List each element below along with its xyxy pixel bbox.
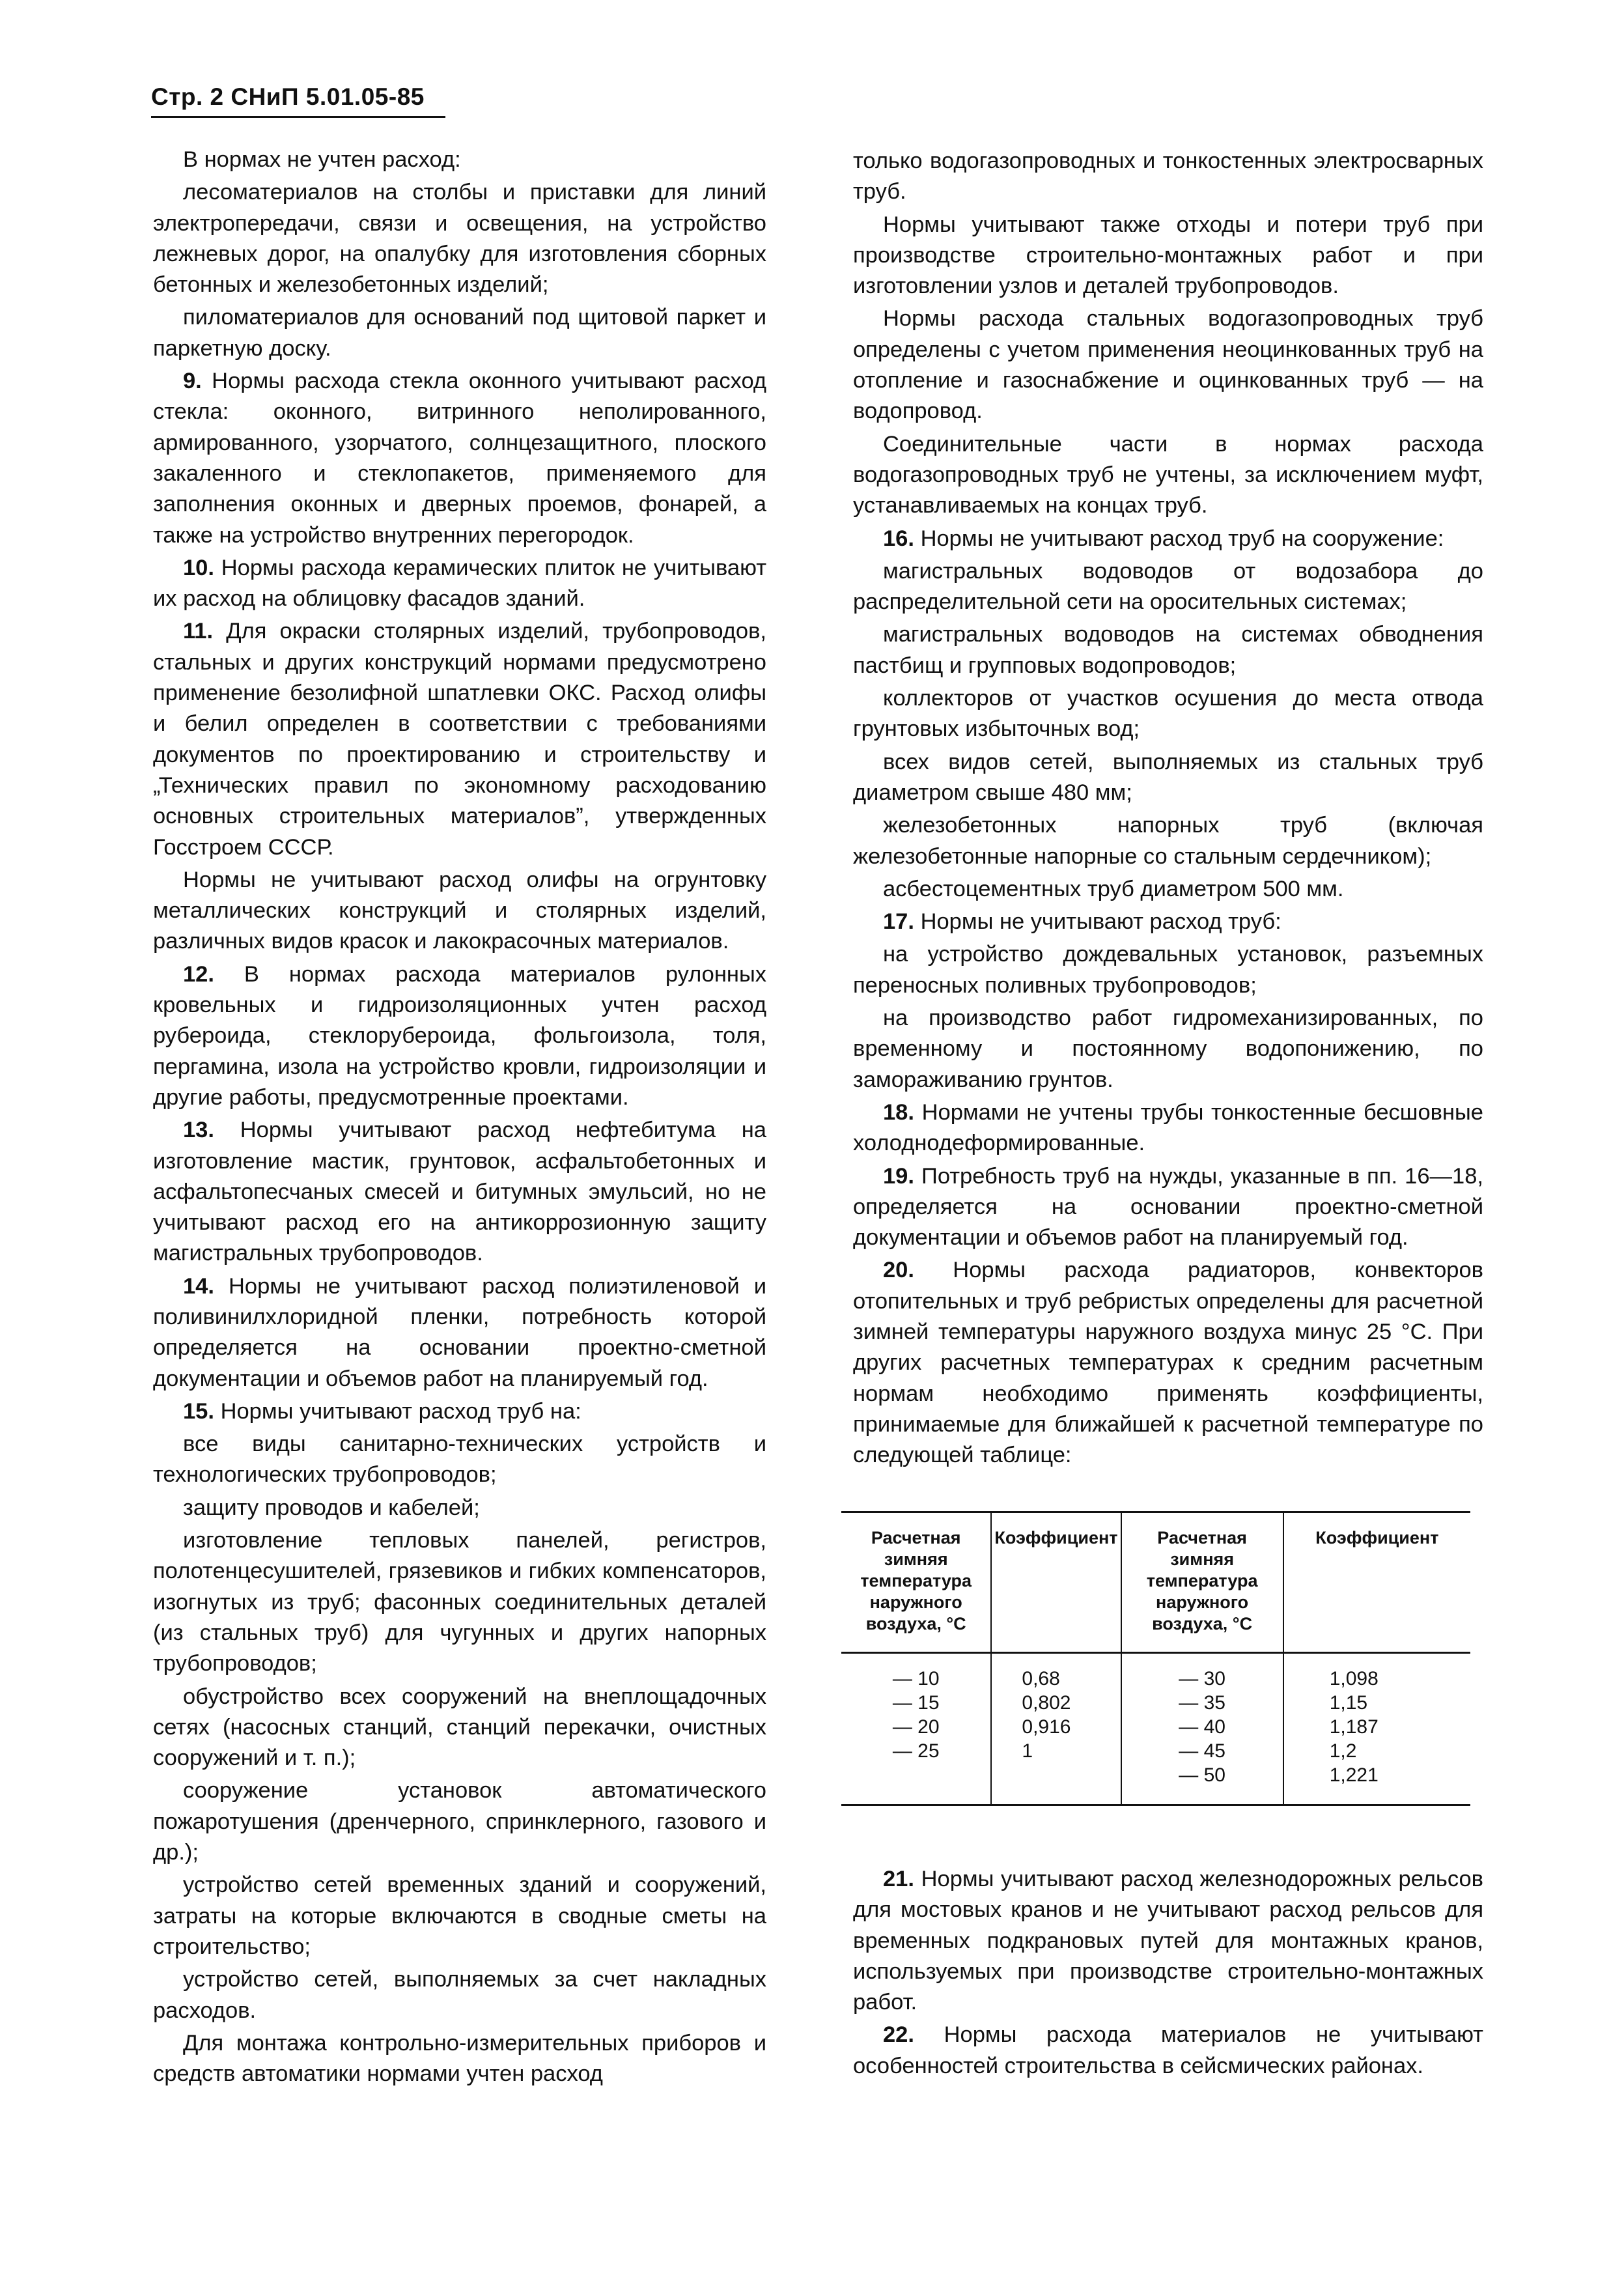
paragraph-text: на производство работ гидромеханизированных, по временному и постоянному водопонижению, по замораживанию грунтов. <box>853 1006 1483 1092</box>
paragraph-text: защиту проводов и кабелей; <box>183 1495 480 1520</box>
paragraph-text: устройство сетей временных зданий и сооружений, затраты на которые включаются в сводные сметы на строительство; <box>153 1873 766 1959</box>
paragraph <box>853 1255 1483 1471</box>
paragraph-text: сооружение установок автоматического пожаротушения (дренчерного, спринклерного, газового и др.); <box>153 1778 766 1865</box>
paragraph <box>853 1003 1483 1096</box>
paragraph-number: 10. <box>183 555 214 580</box>
table-cell-coef-1 <box>991 1653 1121 1805</box>
paragraph <box>153 1870 766 1962</box>
paragraph-text: Нормы расхода материалов не учитывают особенностей строительства в сейсмических районах. <box>853 2022 1483 2078</box>
paragraph <box>153 616 766 862</box>
paragraph-text: Для окраски столярных изделий, трубопроводов, стальных и других конструкций нормами предусмотрено применение безолифной шпатлевки ОКС. Расход олифы и белил определен в соответствии с требованиями документов по проектированию и строительству и „Технических правил по экономному расходованию основных строительных материалов”, утвержденных Госстроем СССР. <box>153 619 766 860</box>
paragraph-number: 14. <box>183 1273 214 1299</box>
paragraph-text: лесоматериалов на столбы и приставки для линий электропередачи, связи и освещения, на устройство лежневых дорог, на опалубку для изготовления сборных бетонных и железобетонных изделий; <box>153 180 766 298</box>
paragraph <box>853 939 1483 1001</box>
table-cell-value: — 25 <box>892 1740 940 1762</box>
table-cell-value: — 10 <box>892 1668 940 1689</box>
table-cell-value: — 35 <box>1179 1692 1225 1714</box>
paragraph <box>153 2028 766 2090</box>
paragraph <box>853 619 1483 681</box>
paragraph-text: всех видов сетей, выполняемых из стальных труб диаметром свыше 480 мм; <box>853 749 1483 805</box>
paragraph-text: Нормы расхода радиаторов, конвекторов отопительных и труб ребристых определены для расчетной зимней температуры наружного воздуха минус 25 °С. При других расчетных температурах к средним расчетным нормам необходимо применять коэффициенты, принимаемые для ближайшей к расчетной температуре по следующей таблице: <box>853 1258 1483 1468</box>
right-column-after-table <box>853 1864 1483 2084</box>
table-cell-temp-1 <box>841 1653 991 1805</box>
paragraph-text: Нормы не учитывают расход олифы на огрунтовку металлических конструкций и столярных изделий, различных видов красок и лакокрасочных материалов. <box>153 867 766 954</box>
paragraph <box>153 1964 766 2026</box>
paragraph-text: Нормы учитывают расход труб на: <box>220 1398 581 1424</box>
paragraph-text: магистральных водоводов от водозабора до распределительной сети на оросительных системах; <box>853 558 1483 615</box>
table-cell-value: — 40 <box>1179 1716 1225 1738</box>
paragraph-text: Соединительные части в нормах расхода водогазопроводных труб не учтены, за исключением муфт, устанавливаемых на концах труб. <box>853 431 1483 518</box>
paragraph-number: 9. <box>183 369 202 394</box>
paragraph <box>153 959 766 1113</box>
table-cell-value: 1,098 <box>1329 1668 1379 1689</box>
paragraph-text: В нормах не учтен расход: <box>183 147 461 172</box>
paragraph-text: Нормы расхода стекла оконного учитывают расход стекла: оконного, витринного неполированного, армированного, узорчатого, солнцезащитного, плоского закаленного и стеклопакетов, применяемого для заполнения оконных и дверных проемов, фонарей, а также на устройство внутренних перегородок. <box>153 369 766 548</box>
paragraph-text: все виды санитарно-технических устройств и технологических трубопроводов; <box>153 1432 766 1488</box>
table-cell-value: 0,802 <box>1022 1692 1071 1714</box>
coefficient-table <box>841 1511 1470 1806</box>
paragraph-number: 18. <box>883 1099 914 1125</box>
paragraph-text: Нормы учитывают расход нефтебитума на изготовление мастик, грунтовок, асфальтобетонных и асфальтопесчаных смесей и битумных эмульсий, но не учитывают расход его на антикоррозионную защиту магистральных трубопроводов. <box>153 1118 766 1266</box>
paragraph <box>153 865 766 957</box>
paragraph-text: Нормы не учитывают расход труб: <box>920 909 1281 935</box>
paragraph <box>853 1097 1483 1159</box>
header-underline <box>151 116 445 118</box>
paragraph-number: 20. <box>883 1258 914 1283</box>
paragraph-number: 22. <box>883 2022 914 2048</box>
paragraph <box>853 524 1483 554</box>
table-header-temp-2: Расчетная зимняя температура наружного воздуха, °С <box>1121 1512 1283 1653</box>
table-cell-value: — 50 <box>1179 1764 1225 1786</box>
paragraph <box>153 145 766 175</box>
paragraph-number: 16. <box>883 526 914 551</box>
table-row <box>841 1653 1470 1805</box>
paragraph <box>853 556 1483 618</box>
paragraph <box>153 177 766 300</box>
table-cell-value: 1,15 <box>1329 1692 1368 1714</box>
paragraph-number: 11. <box>183 619 214 644</box>
paragraph-text: Нормы расхода керамических плиток не учитывают их расход на облицовку фасадов зданий. <box>153 555 766 612</box>
paragraph-text: только водогазопроводных и тонкостенных электросварных труб. <box>853 148 1483 205</box>
page-header: Стр. 2 СНиП 5.01.05-85 <box>151 83 425 110</box>
paragraph <box>853 146 1483 208</box>
paragraph <box>853 683 1483 745</box>
table-cell-value: 1,221 <box>1329 1764 1379 1786</box>
table-header-temp-1: Расчетная зимняя температура наружного воздуха, °С <box>841 1512 991 1653</box>
paragraph <box>153 1396 766 1427</box>
paragraph <box>153 1271 766 1394</box>
table-cell-value: 1 <box>1022 1740 1033 1762</box>
paragraph <box>853 907 1483 937</box>
paragraph-number: 15. <box>183 1398 214 1424</box>
paragraph-text: пиломатериалов для оснований под щитовой паркет и паркетную доску. <box>153 305 766 361</box>
paragraph <box>153 553 766 615</box>
paragraph-text: Для монтажа контрольно-измерительных приборов и средств автоматики нормами учтен расход <box>153 2030 766 2087</box>
paragraph <box>853 1864 1483 2018</box>
table-header-coef-2: Коэффициент <box>1283 1512 1470 1653</box>
table-cell-value: 1,2 <box>1329 1740 1357 1762</box>
paragraph-number: 13. <box>183 1118 214 1143</box>
paragraph-text: Нормами не учтены трубы тонкостенные бесшовные холоднодеформированные. <box>853 1099 1483 1156</box>
paragraph <box>153 1115 766 1269</box>
paragraph-text: Нормы учитывают также отходы и потери труб при производстве строительно-монтажных работ и при изготовлении узлов и деталей трубопроводов. <box>853 212 1483 299</box>
coefficient-table-wrap <box>841 1511 1470 1806</box>
paragraph <box>853 429 1483 522</box>
table-header-row <box>841 1512 1470 1653</box>
paragraph-text: устройство сетей, выполняемых за счет накладных расходов. <box>153 1967 766 2023</box>
table-cell-value: — 30 <box>1179 1668 1225 1689</box>
paragraph-text: железобетонных напорных труб (включая железобетонные напорные со стальным сердечником); <box>853 813 1483 869</box>
table-cell-value: — 45 <box>1179 1740 1225 1762</box>
paragraph <box>153 1429 766 1491</box>
paragraph-text: на устройство дождевальных установок, разъемных переносных поливных трубопроводов; <box>853 942 1483 998</box>
paragraph <box>853 2020 1483 2082</box>
table-cell-value: — 15 <box>892 1692 940 1714</box>
table-cell-value: — 20 <box>892 1716 940 1738</box>
paragraph-number: 17. <box>883 909 914 935</box>
table-cell-value: 0,68 <box>1022 1668 1060 1689</box>
paragraph-text: обустройство всех сооружений на внеплощадочных сетях (насосных станций, станций перекачки, очистных сооружений и т. п.); <box>153 1684 766 1771</box>
left-column <box>153 145 766 2091</box>
paragraph-text: Нормы учитывают расход железнодорожных рельсов для мостовых кранов и не учитывают расход рельсов для временных подкрановых путей для монтажных кранов, используемых при производстве строительно-монтажных работ. <box>853 1867 1483 2015</box>
paragraph <box>853 210 1483 302</box>
paragraph-text: Нормы не учитывают расход труб на сооружение: <box>920 526 1444 551</box>
paragraph <box>153 1525 766 1679</box>
paragraph <box>153 1682 766 1774</box>
paragraph <box>853 304 1483 427</box>
table-header-coef-1: Коэффициент <box>991 1512 1121 1653</box>
paragraph-text: В нормах расхода материалов рулонных кровельных и гидроизоляционных учтен расход рубероида, стеклорубероида, фольгоизола, толя, пергамина, изола на устройство кровли, гидроизоляции и другие работы, предусмотренные проектами. <box>153 961 767 1110</box>
paragraph-number: 19. <box>883 1163 914 1189</box>
paragraph-text: изготовление тепловых панелей, регистров, полотенцесушителей, грязевиков и гибких компенсаторов, изогнутых из труб; фасонных соединительных деталей (из стальных труб) для чугунных и других напорных трубопроводов; <box>153 1528 766 1676</box>
table-cell-value: 1,187 <box>1329 1716 1379 1738</box>
paragraph <box>153 302 766 364</box>
paragraph-text: Нормы не учитывают расход полиэтиленовой и поливинилхлоридной пленки, потребность которой определяется на основании проектно-сметной документации и объемов работ на планируемый год. <box>153 1273 766 1391</box>
table-cell-temp-2 <box>1121 1653 1283 1805</box>
right-column <box>853 146 1483 1473</box>
paragraph <box>853 874 1483 905</box>
paragraph <box>153 1493 766 1523</box>
paragraph <box>153 366 766 551</box>
table-cell-coef-2 <box>1283 1653 1470 1805</box>
paragraph-text: Потребность труб на нужды, указанные в пп. 16—18, определяется на основании проектно-сметной документации и объемов работ на планируемый год. <box>853 1163 1483 1251</box>
paragraph-number: 21. <box>883 1867 914 1891</box>
table-cell-value: 0,916 <box>1022 1716 1071 1738</box>
paragraph <box>153 1775 766 1868</box>
paragraph-text: коллекторов от участков осушения до места отвода грунтовых избыточных вод; <box>853 686 1483 742</box>
paragraph-text: асбестоцементных труб диаметром 500 мм. <box>883 876 1344 901</box>
paragraph <box>853 810 1483 872</box>
paragraph-number: 12. <box>183 961 214 987</box>
paragraph <box>853 1161 1483 1254</box>
paragraph-text: магистральных водоводов на системах обводнения пастбищ и групповых водопроводов; <box>853 622 1483 678</box>
paragraph-text: Нормы расхода стальных водогазопроводных труб определены с учетом применения неоцинкованных труб на отопление и газоснабжение и оцинкованных труб — на водопровод. <box>853 306 1483 424</box>
paragraph <box>853 747 1483 809</box>
